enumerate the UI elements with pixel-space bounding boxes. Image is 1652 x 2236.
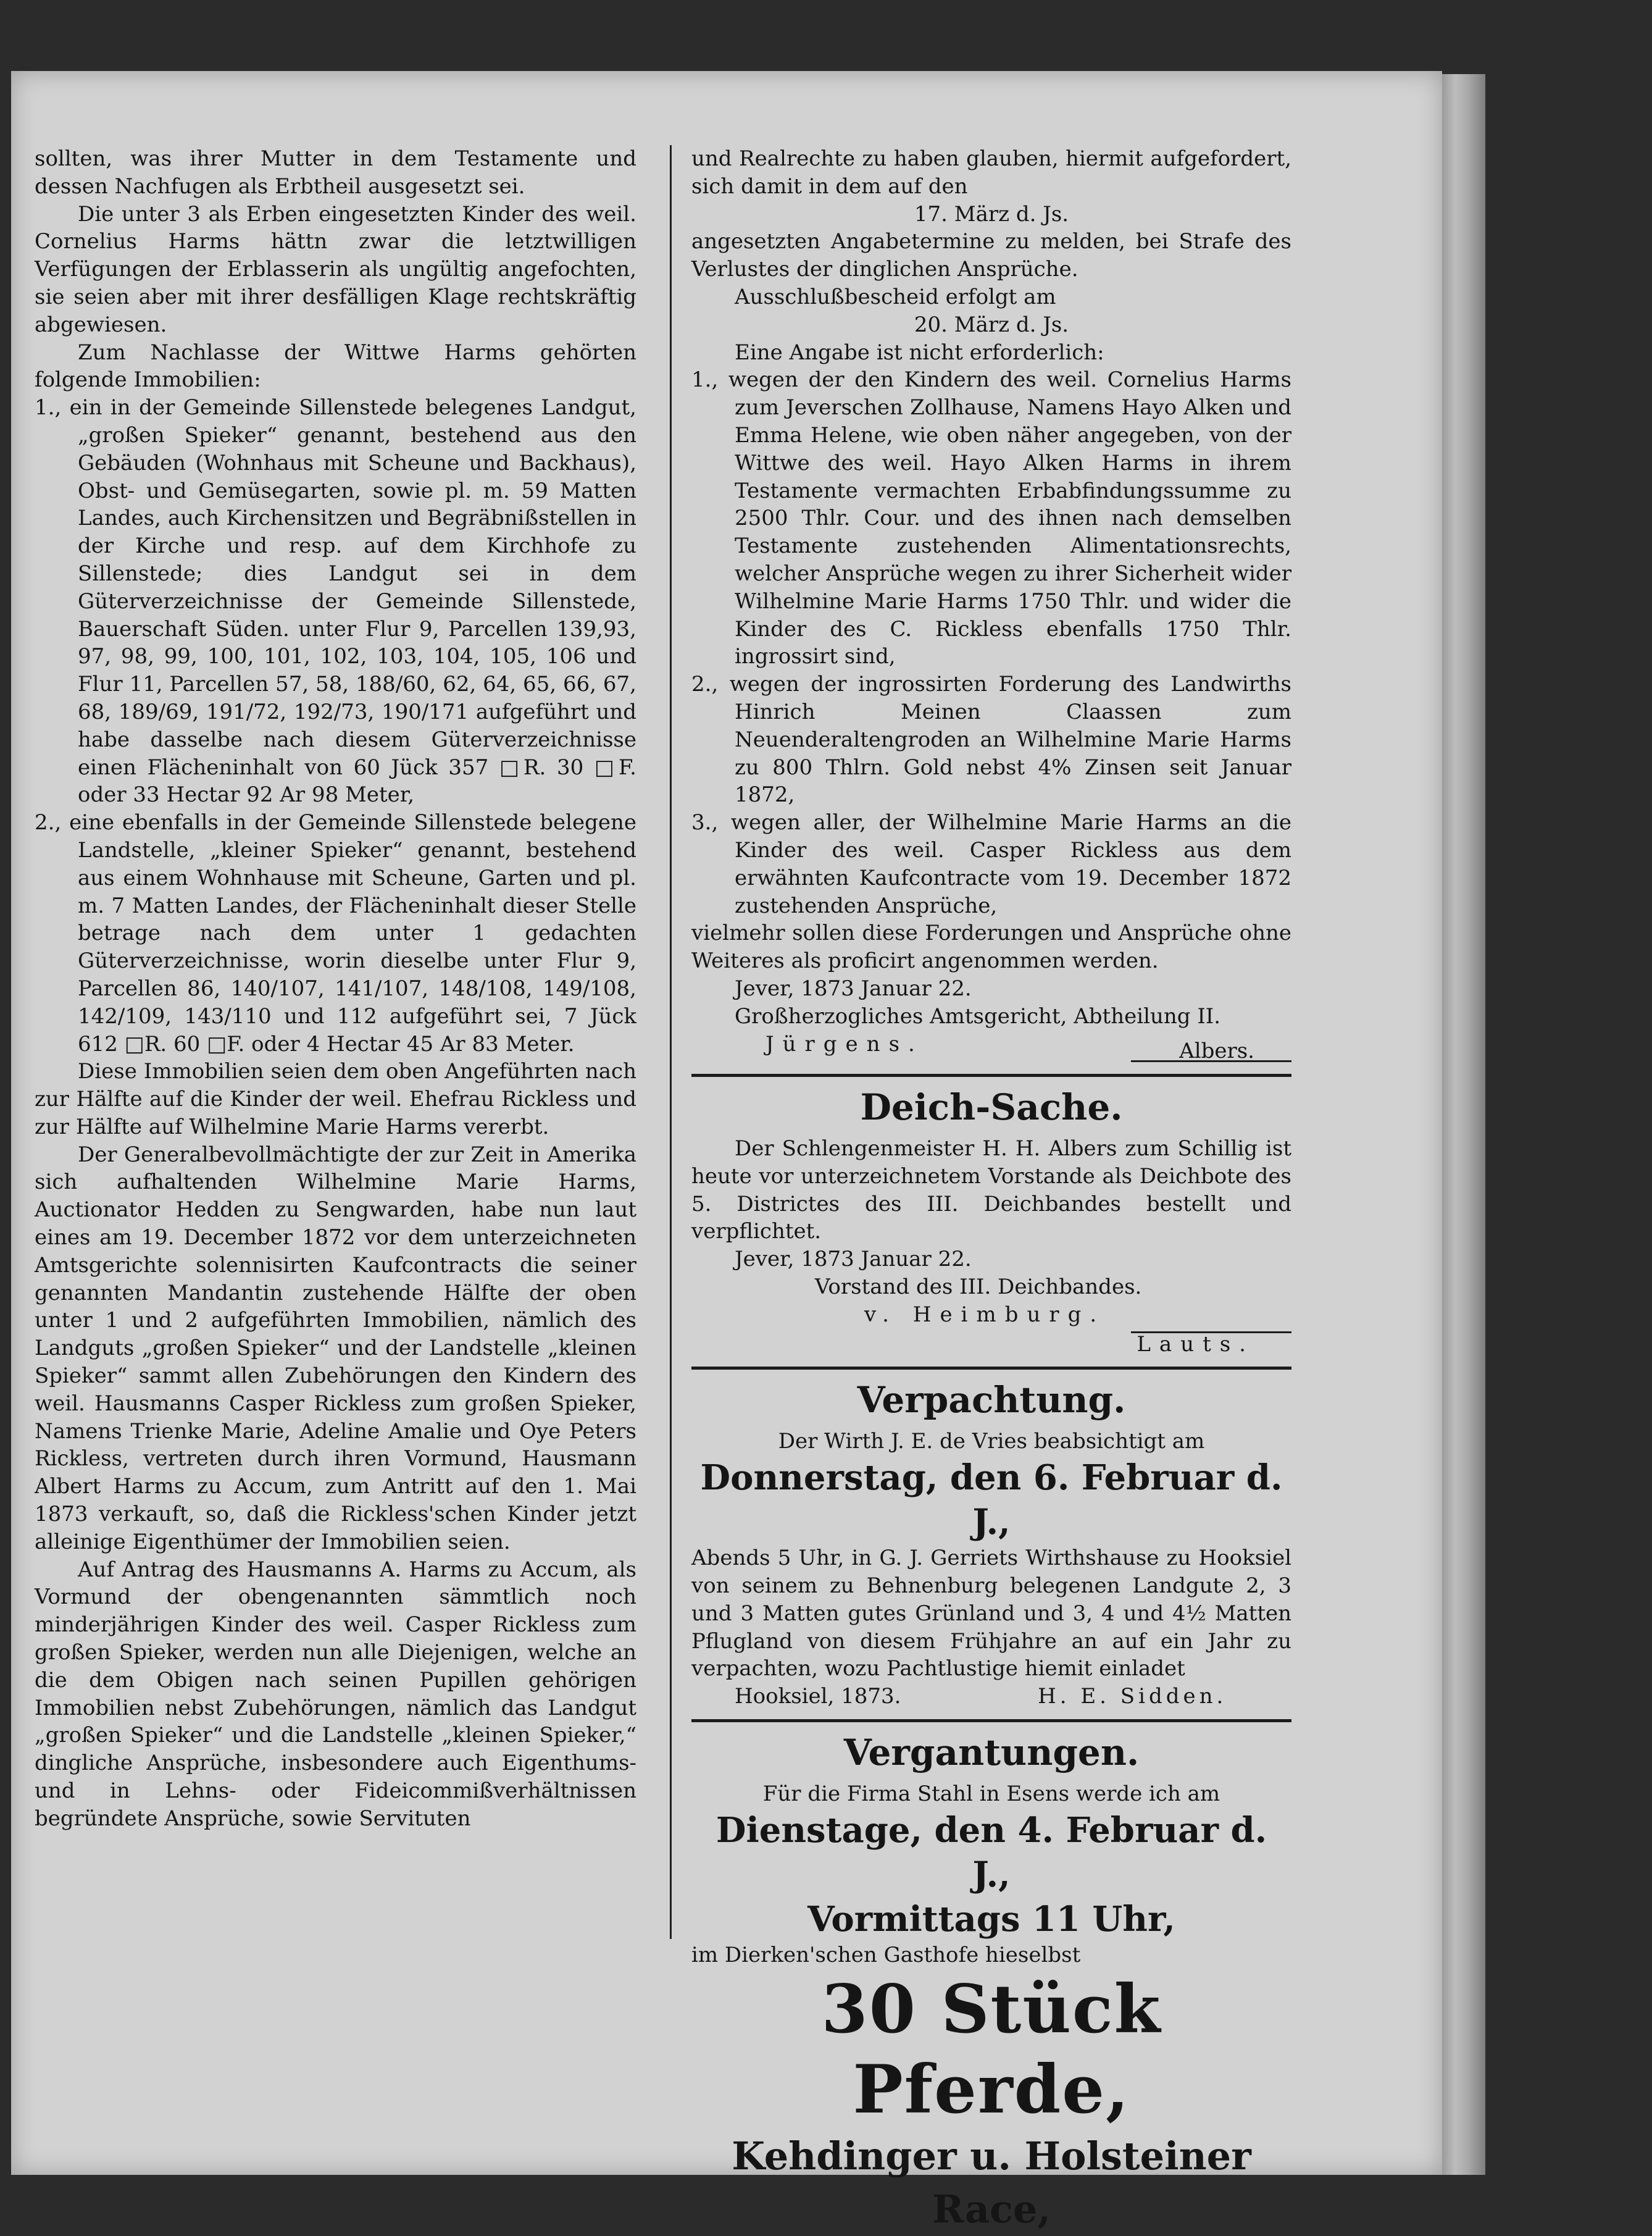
paragraph: sollten, was ihrer Mutter in dem Testamente und dessen Nachfugen als Erbtheil ausgesetzt sei. bbox=[35, 146, 636, 199]
paragraph: 3., wegen aller, der Wilhelmine Marie Harms an die Kinder des weil. Casper Rickless aus dem erwähnten Kaufcontracte vom 19. December 1872 zustehenden Ansprüche, bbox=[691, 810, 1291, 918]
paragraph: 2., wegen der ingrossirten Forderung des Landwirths Hinrich Meinen Claassen zum Neuenderaltengroden an Wilhelmine Marie Harms zu 800 Thlrn. Gold nebst 4% Zinsen seit Januar 1872, bbox=[691, 672, 1291, 808]
paragraph: Jever, 1873 Januar 22. bbox=[735, 976, 972, 1001]
left-column bbox=[35, 145, 636, 1833]
paragraph: 20. März d. Js. bbox=[914, 312, 1069, 337]
vergantungen-date: Dienstage, den 4. Februar d. J., bbox=[715, 1809, 1267, 1895]
deich-body: Der Schlengenmeister H. H. Albers zum Schillig ist heute vor unterzeichnetem Vorstande als Deichbote des 5. Districtes des III. Deichbandes bestellt und verpflichtet. bbox=[691, 1136, 1291, 1244]
paragraph: und Realrechte zu haben glauben, hiermit aufgefordert, sich damit in dem auf den bbox=[691, 146, 1291, 199]
verpachtung-footer bbox=[691, 1683, 1291, 1710]
verpachtung-date: Donnerstag, den 6. Februar d. J., bbox=[700, 1457, 1283, 1543]
paragraph: Der Generalbevollmächtigte der zur Zeit in Amerika sich aufhaltenden Wilhelmine Marie Harms, Auctionator Hedden zu Sengwarden, habe nun laut eines am 19. December 1872 vor dem unterzeichneten Amtsgerichte solennisirten Kaufcontracts die seiner genannten Mandantin zustehende Hälfte der oben unter 1 und 2 aufgeführten Immobilien, nämlich des Landguts „großen Spieker“ und der Landstelle „kleinen Spieker“ sammt allen Zubehörungen den Kindern des weil. Hausmanns Casper Rickless zum großen Spieker, Namens Trienke Marie, Adeline Amalie und Oye Peters Rickless, vertreten durch ihren Vormund, Hausmann Albert Harms zu Accum, zum Antritt auf den 1. Mai 1873 verkauft, so, daß die Rickless'schen Kinder jetzt alleinige Eigenthümer der Immobilien seien. bbox=[35, 1142, 636, 1554]
paragraph: Ausschlußbescheid erfolgt am bbox=[735, 284, 1056, 309]
verpachtung-heading: Verpachtung. bbox=[857, 1379, 1126, 1422]
vergantungen-heading: Vergantungen. bbox=[843, 1731, 1140, 1774]
paragraph: Großherzogliches Amtsgericht, Abtheilung II. bbox=[735, 1003, 1220, 1029]
court-notice-continued bbox=[691, 145, 1291, 1058]
paragraph: Eine Angabe ist nicht erforderlich: bbox=[735, 340, 1104, 365]
paragraph: 2., eine ebenfalls in der Gemeinde Sillenstede belegene Landstelle, „kleiner Spieker“ genannt, bestehend aus einem Wohnhause mit Scheune, Garten und pl. m. 7 Matten Landes, der Flächeninhalt dieser Stelle betrage nach dem unter 1 gedachten Güterverzeichnisse, worin dieselbe unter Flur 9, Parcellen 86, 140/107, 141/107, 148/108, 149/108, 142/109, 143/110 und 112 aufgeführt sei, 7 Jück 612 □R. 60 □F. oder 4 Hectar 45 Ar 83 Meter. bbox=[35, 810, 636, 1057]
notice-clerk: Albers. bbox=[1179, 1039, 1254, 1064]
verpachtung-notice bbox=[691, 1376, 1291, 1710]
paragraph: Zum Nachlasse der Wittwe Harms gehörten folgende Immobilien: bbox=[35, 340, 636, 393]
deich-signatory: v. Heimburg. bbox=[864, 1302, 1106, 1327]
deich-heading: Deich-Sache. bbox=[860, 1086, 1123, 1129]
paragraph: Jürgens. bbox=[766, 1031, 924, 1057]
paragraph: vielmehr sollen diese Forderungen und Ansprüche ohne Weiteres als proficirt angenommen werden. bbox=[691, 921, 1291, 974]
paragraph: Auf Antrag des Hausmanns A. Harms zu Accum, als Vormund der obengenannten sämmtlich noch minderjährigen Kinder des weil. Casper Rickless zum großen Spieker, werden nun alle Diejenigen, welche an die dem Obigen nach seinen Pupillen gehörigen Immobilien nebst Zubehörungen, nämlich das Landgut „großen Spieker“ und die Landstelle „kleinen Spieker,“ dingliche Ansprüche, insbesondere auch Eigenthums- und in Lehns- oder Fideicommißverhältnissen begründete Ansprüche, sowie Servituten bbox=[35, 1557, 636, 1831]
right-column bbox=[691, 145, 1291, 2236]
vergantungen-headline: 30 Stück Pferde, bbox=[821, 1970, 1162, 2129]
verpachtung-signatory: H. E. Sidden. bbox=[1038, 1684, 1227, 1709]
deich-authority: Vorstand des III. Deichbandes. bbox=[815, 1275, 1142, 1300]
paragraph: 17. März d. Js. bbox=[914, 201, 1069, 227]
section-rule bbox=[691, 1719, 1291, 1722]
section-rule bbox=[691, 1074, 1291, 1077]
deich-clerk: Lauts. bbox=[1137, 1331, 1254, 1357]
vergantungen-place: im Dierken'schen Gasthofe hieselbst bbox=[691, 1942, 1081, 1967]
vergantungen-intro: Für die Firma Stahl in Esens werde ich am bbox=[762, 1782, 1220, 1807]
paragraph: Die unter 3 als Erben eingesetzten Kinder des weil. Cornelius Harms hättn zwar die letztwilligen Verfügungen der Erblasserin als ungültig angefochten, sie seien aber mit ihrer desfälligen Klage rechtskräftig abgewiesen. bbox=[35, 201, 636, 337]
page-edge bbox=[1442, 74, 1485, 2175]
paragraph: angesetzten Angabetermine zu melden, bei Strafe des Verlustes der dinglichen Ansprüche. bbox=[691, 229, 1291, 282]
paragraph: 1., ein in der Gemeinde Sillenstede belegenes Landgut, „großen Spieker“ genannt, bestehend aus den Gebäuden (Wohnhaus mit Scheune und Backhaus), Obst- und Gemüsegarten, sowie pl. m. 59 Matten Landes, auch Kirchensitzen und Begräbnißstellen in der Kirche und resp. auf dem Kirchhofe zu Sillenstede; dies Landgut sei in dem Güterverzeichnisse der Gemeinde Sillenstede, Bauerschaft Süden. unter Flur 9, Parcellen 139,93, 97, 98, 99, 100, 101, 102, 103, 104, 105, 106 und Flur 11, Parcellen 57, 58, 188/60, 62, 64, 65, 66, 67, 68, 189/69, 191/72, 192/73, 190/171 aufgeführt und habe dasselbe nach diesem Güterverzeichnisse einen Flächeninhalt von 60 Jück 357 □R. 30 □F. oder 33 Hectar 92 Ar 98 Meter, bbox=[35, 395, 636, 808]
vergantungen-subline: Kehdinger u. Holsteiner Race, bbox=[732, 2133, 1251, 2232]
verpachtung-body: Abends 5 Uhr, in G. J. Gerriets Wirthshause zu Hooksiel von seinem zu Behnenburg belegenen Landgute 2, 3 und 3 Matten gutes Grünland und 3, 4 und 4½ Matten Pflugland von diesem Frühjahre an auf ein Jahr zu verpachten, wozu Pachtlustige hiemit einladet bbox=[691, 1546, 1291, 1681]
vergantungen-notice bbox=[691, 1728, 1291, 2236]
deich-notice bbox=[691, 1083, 1291, 1358]
section-rule bbox=[691, 1367, 1291, 1370]
paragraph: 1., wegen der den Kindern des weil. Cornelius Harms zum Jeverschen Zollhause, Namens Hayo Alken und Emma Helene, wie oben näher angegeben, von der Wittwe des weil. Hayo Alken Harms in ihrem Testamente vermachten Erbabfindungssumme zu 2500 Thlr. Cour. und des ihnen nach demselben Testamente zustehenden Alimentationsrechts, welcher Ansprüche wegen zu ihrer Sicherheit wider Wilhelmine Marie Harms 1750 Thlr. und wider die Kinder des C. Rickless ebenfalls 1750 Thlr. ingrossirt sind, bbox=[691, 367, 1291, 669]
verpachtung-place-date: Hooksiel, 1873. bbox=[735, 1684, 901, 1709]
column-rule bbox=[670, 145, 672, 1939]
deich-place-date: Jever, 1873 Januar 22. bbox=[735, 1247, 972, 1272]
verpachtung-intro: Der Wirth J. E. de Vries beabsichtigt am bbox=[778, 1429, 1205, 1454]
vergantungen-time: Vormittags 11 Uhr, bbox=[807, 1898, 1175, 1940]
paragraph: Diese Immobilien seien dem oben Angeführten nach zur Hälfte auf die Kinder der weil. Ehefrau Rickless und zur Hälfte auf Wilhelmine Marie Harms vererbt. bbox=[35, 1059, 636, 1139]
